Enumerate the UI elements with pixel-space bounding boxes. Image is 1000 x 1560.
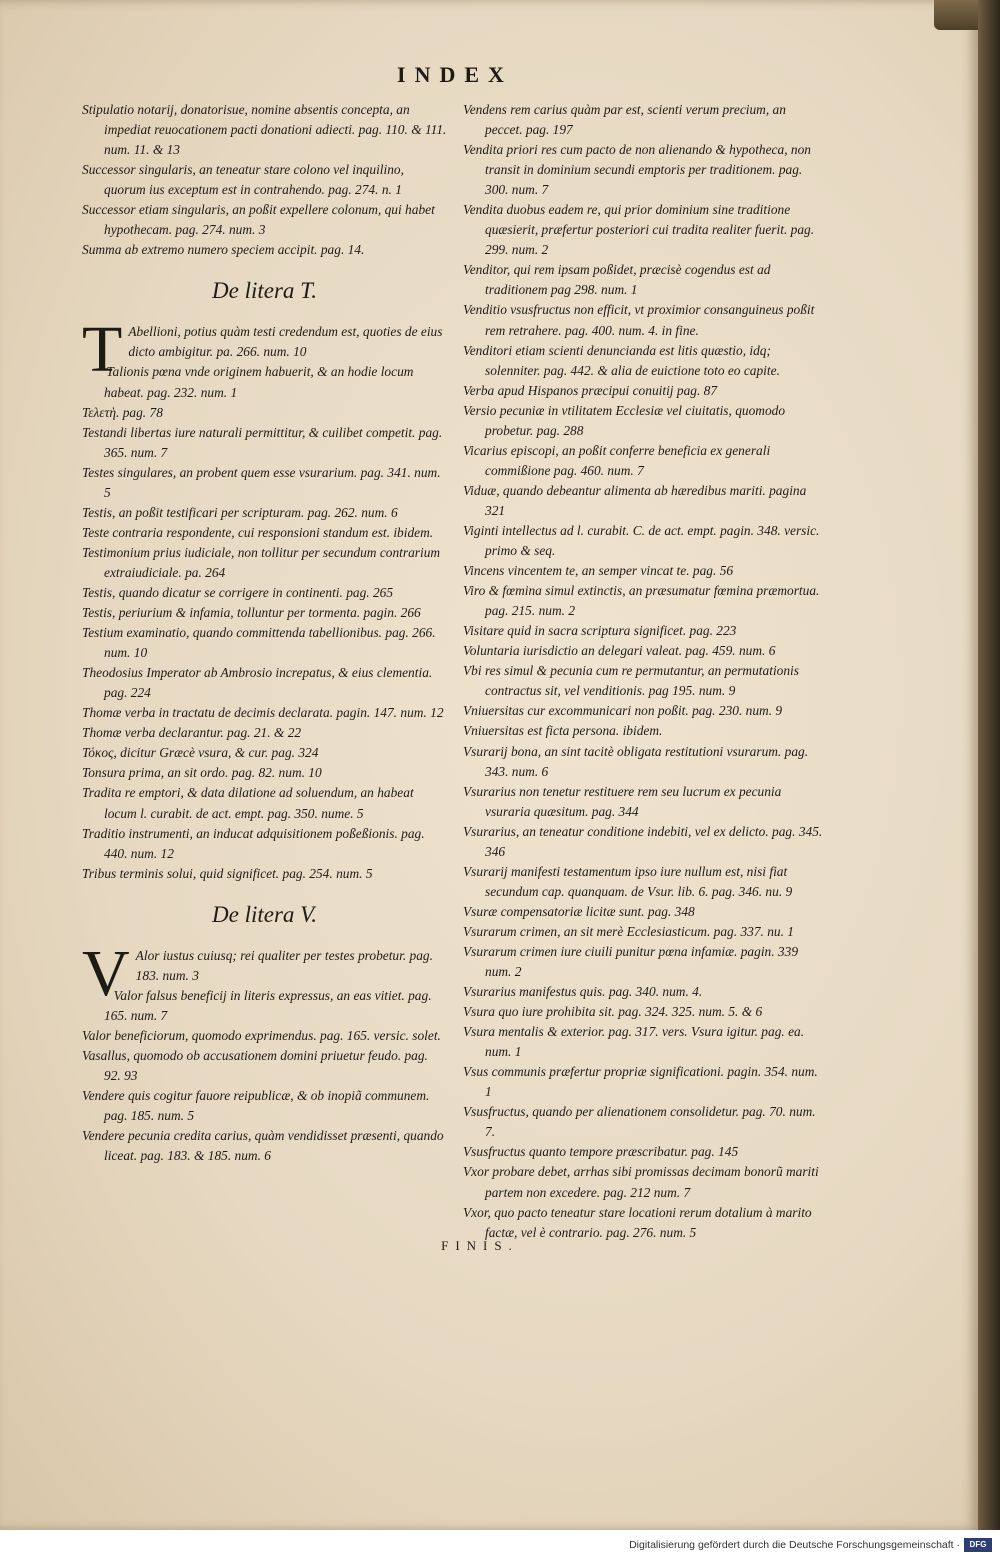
- index-entry: Testium examinatio, quando committenda tabellionibus. pag. 266. num. 10: [82, 625, 436, 661]
- index-entry: Vsusfructus, quando per alienationem consolidetur. pag. 70. num. 7.: [463, 1104, 816, 1140]
- index-entry: Thomæ verba in tractatu de decimis declarata. pagin. 147. num. 12: [82, 705, 444, 721]
- index-entry: Testandi libertas iure naturali permittitur, & cuilibet competit. pag. 365. num. 7: [82, 424, 443, 460]
- index-entry: Venditor, qui rem ipsam poßidet, præcisè cogendus est ad traditionem pag 298. num. 1: [463, 262, 771, 298]
- index-entry: Venditori etiam scienti denuncianda est litis quæstio, idq; solenniter. pag. 442. & alia de euictione toto eo capite.: [463, 342, 780, 378]
- finis-footer: FINIS.: [441, 1238, 519, 1253]
- index-entry: Vsurarum crimen, an sit merè Ecclesiasticum. pag. 337. nu. 1: [463, 923, 795, 939]
- index-entry: Vsurarius non tenetur restituere rem seu lucrum ex pecunia vsuraria quæsitum. pag. 344: [463, 783, 782, 819]
- index-entry: Viro & fœmina simul extinctis, an præsumatur fœmina præmortua. pag. 215. num. 2: [463, 583, 820, 619]
- section-heading-v: De litera V.: [212, 901, 317, 927]
- dfg-credit-bar: [0, 1530, 1000, 1560]
- index-entry: Τόκος, dicitur Græcè vsura, & cur. pag. 324: [82, 745, 319, 761]
- index-entry: Viduæ, quando debeantur alimenta ab hæredibus mariti. pagina 321: [463, 482, 807, 518]
- first-entry-text: Abellioni, potius quàm testi credendum est, quoties de eius dicto ambigitur. pa. 266. num. 10: [128, 324, 443, 360]
- index-entry: Vxor, quo pacto teneatur stare locationi rerum dotalium à marito factæ, vel è contrario. pag. 276. num. 5: [463, 1204, 812, 1240]
- index-entry: Vicarius episcopi, an poßit conferre beneficia ex generali commißione pag. 460. num. 7: [463, 442, 771, 478]
- index-entry: Tradita re emptori, & data dilatione ad soluendum, an habeat locum l. curabit. de act. empt. pag. 350. nume. 5: [82, 785, 414, 821]
- index-entry: Stipulatio notarij, donatorisue, nomine absentis concepta, an impediat reuocationem pacti donationi adiecti. pag. 110. & 111. num. 11. & 13: [82, 102, 447, 158]
- index-entry: Vniuersitas cur excommunicari non poßit. pag. 230. num. 9: [463, 703, 783, 719]
- index-entry: Valor beneficiorum, quomodo exprimendus. pag. 165. versic. solet.: [82, 1027, 441, 1043]
- index-entry: Vsurarij bona, an sint tacitè obligata restitutioni vsurarum. pag. 343. num. 6: [463, 743, 809, 779]
- index-entry: Vendere quis cogitur fauore reipublicæ, & ob inopiã communem. pag. 185. num. 5: [82, 1088, 430, 1124]
- index-entry: Viginti intellectus ad l. curabit. C. de act. empt. pagin. 348. versic. primo & seq.: [463, 522, 820, 559]
- index-entry: Vsus communis præfertur propriæ significationi. pagin. 354. num. 1: [463, 1064, 818, 1100]
- book-spine: [978, 0, 1000, 1530]
- index-entry: Vniuersitas est ficta persona. ibidem.: [463, 723, 663, 739]
- index-entry: Vasallus, quomodo ob accusationem domini priuetur feudo. pag. 92. 93: [82, 1047, 428, 1083]
- index-entry: Vsurarum crimen iure ciuili punitur pœna infamiæ. pagin. 339 num. 2: [463, 943, 799, 980]
- right-column: [463, 100, 825, 1243]
- index-entry: Testis, periurium & infamia, tolluntur per tormenta. pagin. 266: [82, 605, 421, 621]
- index-entry: Testes singulares, an probent quem esse vsurarium. pag. 341. num. 5: [82, 464, 441, 500]
- index-entry: Vxor probare debet, arrhas sibi promissas decimam bonorũ mariti partem non excedere. pag. 212 num. 7: [463, 1164, 819, 1200]
- index-entry: Tribus terminis solui, quid significet. pag. 254. num. 5: [82, 865, 373, 881]
- index-entry: Vsurarius, an teneatur conditione indebiti, vel ex delicto. pag. 345. 346: [463, 823, 823, 859]
- index-entry: Vendere pecunia credita carius, quàm vendidisset præsenti, quando liceat. pag. 183. & 185. num. 6: [82, 1128, 444, 1164]
- first-entry-text: Alor iustus cuiusq; rei qualiter per testes probetur. pag. 183. num. 3: [135, 947, 433, 983]
- dfg-logo: DFG: [964, 1538, 992, 1552]
- index-entry: Vincens vincentem te, an semper vincat te. pag. 56: [463, 563, 734, 579]
- index-entry: Successor singularis, an teneatur stare colono vel inquilino, quorum ius exceptum est in contrahendo. pag. 274. n. 1: [82, 162, 404, 198]
- index-entry: Vsuræ compensatoriæ licitæ sunt. pag. 348: [463, 903, 695, 919]
- dfg-credit-text: Digitalisierung gefördert durch die Deutsche Forschungsgemeinschaft ·: [629, 1539, 960, 1551]
- section-heading-t: De litera T.: [212, 278, 317, 304]
- index-entry: Talionis pœna vnde originem habuerit, & an hodie locum habeat. pag. 232. num. 1: [104, 364, 414, 400]
- dropcap-t: T: [82, 313, 123, 387]
- index-entry: Traditio instrumenti, an inducat adquisitionem poßeßionis. pag. 440. num. 12: [82, 825, 425, 861]
- index-entry: Theodosius Imperator ab Ambrosio increpatus, & eius clementia. pag. 224: [82, 665, 433, 701]
- section-v-entries: [82, 986, 447, 1166]
- index-entry: Valor falsus beneficij in literis expressus, an eas vitiet. pag. 165. num. 7: [104, 987, 432, 1023]
- index-entry: Vsusfructus quanto tempore præscribatur. pag. 145: [463, 1144, 739, 1160]
- index-entry: Verba apud Hispanos præcipui conuitij pag. 87: [463, 382, 718, 398]
- index-entry: Testis, an poßit testificari per scripturam. pag. 262. num. 6: [82, 504, 398, 520]
- index-entry: Testis, quando dicatur se corrigere in continenti. pag. 265: [82, 584, 394, 600]
- index-entry: Vsura mentalis & exterior. pag. 317. vers. Vsura igitur. pag. ea. num. 1: [463, 1024, 805, 1060]
- index-entry: Vsurarius manifestus quis. pag. 340. num. 4.: [463, 984, 703, 1000]
- index-entry: Versio pecuniæ in vtilitatem Ecclesiæ vel ciuitatis, quomodo probetur. pag. 288: [463, 402, 786, 438]
- index-entry: Venditio vsusfructus non efficit, vt proximior consanguineus poßit rem retrahere. pag. 400. num. 4. in fine.: [463, 302, 815, 338]
- index-entry: Vendens rem carius quàm par est, scienti verum precium, an peccet. pag. 197: [463, 102, 786, 138]
- index-entry: Summa ab extremo numero speciem accipit. pag. 14.: [82, 242, 365, 258]
- index-entry: Τελετὴ. pag. 78: [82, 404, 163, 420]
- index-entry: Visitare quid in sacra scriptura significet. pag. 223: [463, 623, 737, 639]
- page-header: INDEX: [397, 62, 513, 87]
- left-top-entries: [82, 100, 447, 260]
- dropcap-v: V: [82, 936, 130, 1010]
- index-entry: Voluntaria iurisdictio an delegari valeat. pag. 459. num. 6: [463, 643, 776, 659]
- index-entry: Vsura quo iure prohibita sit. pag. 324. 325. num. 5. & 6: [463, 1004, 763, 1020]
- index-entry: Tonsura prima, an sit ordo. pag. 82. num. 10: [82, 765, 322, 781]
- index-entry: Vsurarij manifesti testamentum ipso iure nullum est, nisi fiat secundum cap. quanquam. de Vsur. lib. 6. pag. 346. nu. 9: [463, 863, 793, 899]
- index-entry: Vendita duobus eadem re, qui prior dominium sine traditione quæsierit, præfertur posteriori cui tradita realiter fuerit. pag. 299. num. 2: [463, 202, 815, 258]
- index-entry: Vendita priori res cum pacto de non alienando & hypotheca, non transit in dominium secundi emptoris per traditionem. pag. 300. num. 7: [463, 142, 811, 198]
- index-entry: Successor etiam singularis, an poßit expellere colonum, qui habet hypothecam. pag. 274. num. 3: [82, 202, 435, 238]
- index-entry: Thomæ verba declarantur. pag. 21. & 22: [82, 725, 302, 741]
- section-t-entries: [82, 362, 447, 883]
- right-entries: [463, 100, 825, 1243]
- index-entry: Teste contraria respondente, cui responsioni standum est. ibidem.: [82, 524, 434, 540]
- left-column: [82, 100, 447, 1166]
- index-entry: Vbi res simul & pecunia cum re permutantur, an permutationis contractus sit, vel venditionis. pag 195. num. 9: [463, 663, 799, 699]
- index-entry: Testimonium prius iudiciale, non tollitur per secundum contrarium extraiudiciale. pa. 264: [82, 544, 441, 580]
